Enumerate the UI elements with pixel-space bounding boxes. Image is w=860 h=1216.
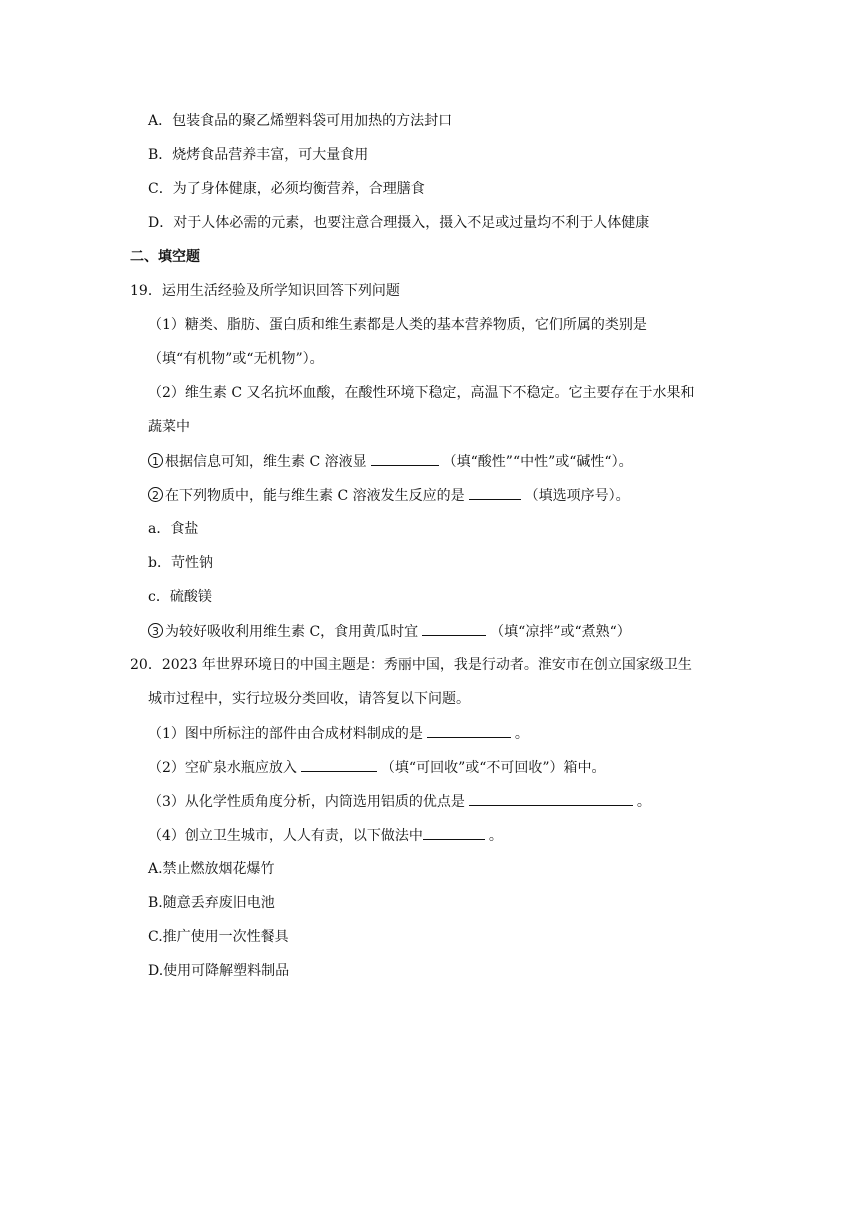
q20-part3 [148,791,651,811]
q20-option-c: C.推广使用一次性餐具 [148,929,289,945]
q20-part1-answer-blank[interactable] [427,723,511,738]
q19-part2-line1: （2）维生素 C 又名抗坏血酸，在酸性环境下稳定，高温下不稳定。它主要存在于水果和 [148,385,695,401]
q19-sub3-text: 为较好吸收利用维生素 C，食用黄瓜时宜 [165,624,419,640]
circled-number-1: 1 [148,453,163,468]
q19-sub1-answer-blank[interactable] [371,451,439,466]
q19-sub3 [148,621,631,641]
q20-option-a: A.禁止燃放烟花爆竹 [148,861,275,877]
q20-part2-answer-blank[interactable] [301,757,377,772]
q18-option-c: C．为了身体健康，必须均衡营养，合理膳食 [148,181,425,197]
q18-option-d: D．对于人体必需的元素，也要注意合理摄入，摄入不足或过量均不利于人体健康 [148,215,650,231]
circled-number-3: 3 [148,623,163,638]
section-heading: 二、填空题 [130,249,200,265]
q19-sub3-hint: （填“凉拌”或“煮熟“） [490,624,631,640]
q20-part1-end: 。 [514,726,529,742]
q20-stem-line2: 城市过程中，实行垃圾分类回收，请答复以下问题。 [148,691,470,707]
q19-part2-line2: 蔬菜中 [148,419,190,435]
q19-sub3-answer-blank[interactable] [422,621,486,636]
q19-option-b: b．苛性钠 [148,555,213,571]
q18-option-b: B．烧烤食品营养丰富，可大量食用 [148,147,369,163]
q20-part2-text: （2）空矿泉水瓶应放入 [148,760,297,776]
q19-part1-line1: （1）糖类、脂肪、蛋白质和维生素都是人类的基本营养物质，它们所属的类别是 [148,317,647,333]
q19-sub2-answer-blank[interactable] [469,485,521,500]
q20-part4-end: 。 [488,828,503,844]
q20-option-b: B.随意丢弃废旧电池 [148,895,275,911]
q19-option-a: a．食盐 [148,521,199,537]
q19-sub2 [148,485,630,505]
q19-sub2-hint: （填选项序号）。 [524,488,630,504]
q19-sub1-hint: （填“酸性”“中性”或“碱性“）。 [442,454,633,470]
q19-part1-line2: （填“有机物”或“无机物”）。 [148,351,324,367]
q20-part2-hint: （填“可回收”或“不可回收”）箱中。 [380,760,606,776]
q20-option-d: D.使用可降解塑料制品 [148,963,290,979]
circled-number-2: 2 [148,487,163,502]
q20-part3-end: 。 [636,794,651,810]
q20-part3-text: （3）从化学性质角度分析，内筒选用铝质的优点是 [148,794,465,810]
q19-sub1 [148,451,633,471]
q19-stem: 19．运用生活经验及所学知识回答下列问题 [130,283,400,299]
q20-part1 [148,723,529,743]
q20-stem-line1: 20．2023 年世界环境日的中国主题是：秀丽中国，我是行动者。淮安市在创立国家级卫生 [130,657,692,673]
q19-sub1-text: 根据信息可知，维生素 C 溶液显 [165,454,367,470]
q19-sub2-text: 在下列物质中，能与维生素 C 溶液发生反应的是 [165,488,465,504]
q20-part3-answer-blank[interactable] [469,791,633,806]
q20-part4-answer-blank[interactable] [423,825,485,840]
q19-option-c: c．硫酸镁 [148,589,212,605]
q18-option-a: A．包装食品的聚乙烯塑料袋可用加热的方法封口 [148,113,453,129]
q20-part2 [148,757,606,777]
q20-part4 [148,825,503,845]
q20-part1-text: （1）图中所标注的部件由合成材料制成的是 [148,726,423,742]
q20-part4-text: （4）创立卫生城市，人人有责，以下做法中 [148,828,423,844]
